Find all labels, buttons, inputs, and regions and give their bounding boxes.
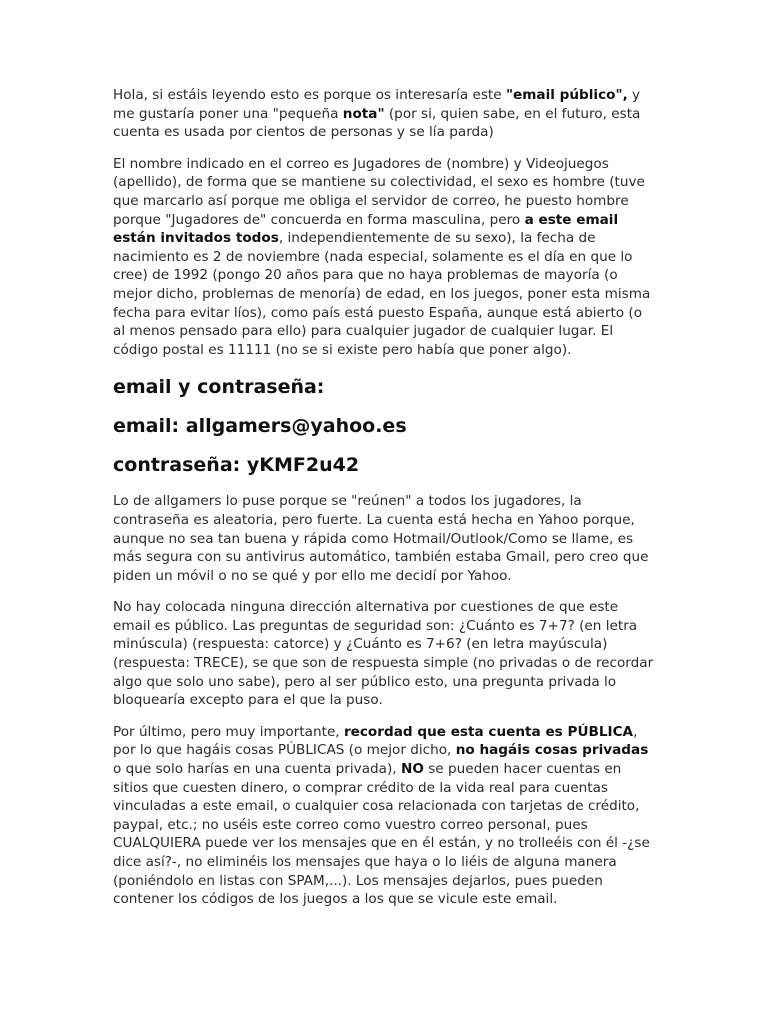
bold-run: recordad que esta cuenta es PÚBLICA	[343, 723, 634, 740]
password-heading: contraseña: yKMF2u42	[113, 454, 360, 477]
account-details-paragraph	[113, 155, 658, 360]
bold-run: a este email están invitados todos	[113, 211, 619, 247]
bold-run: no hagáis cosas privadas	[455, 742, 649, 759]
allgamers-paragraph: Lo de allgamers lo puse porque se "reúnen" a todos los jugadores, la contraseña es aleatoria, pero fuerte. La cuenta está hecha en Yahoo porque, aunque no sea tan buena y rápida como Hotmail/Outlook/Como se llame, es más segura con su antivirus automático, también estaba Gmail, pero creo que piden un móvil o no se qué y por ello me decidí por Yahoo.	[113, 493, 649, 584]
text-run: o que solo harías en una cuenta privada),	[113, 761, 401, 778]
text-run: se pueden hacer cuentas en sitios que cuesten dinero, o comprar crédito de la vida real para cuentas vinculadas a este email, o cualquier cosa relacionada con tarjetas de crédito, paypal, etc.; no uséis este correo como vuestro correo personal, pues CUALQUIERA puede ver los mensajes que en él están, y no trolleéis con él -¿se dice así?-, no eliminéis los mensajes que haya o lo liéis de alguna manera (poniéndolo en listas con SPAM,...). Los mensajes dejarlos, pues pueden contener los códigos de los juegos a los que se vicule este email.	[113, 761, 650, 908]
text-run: (por si, quien sabe, en el futuro, esta cuenta es usada por cientos de personas y se lía parda)	[113, 105, 641, 141]
text-run: , por lo que hagáis cosas PÚBLICAS (o mejor dicho,	[113, 723, 638, 759]
intro-paragraph	[113, 86, 658, 142]
email-heading: email: allgamers@yahoo.es	[113, 415, 407, 438]
rules-paragraph	[113, 723, 658, 909]
credentials-heading: email y contraseña:	[113, 376, 325, 399]
text-run: y me gustaría poner una "pequeña	[113, 87, 641, 122]
text-run: Hola, si estáis leyendo esto es porque os interesaría este	[113, 87, 506, 103]
bold-run: nota"	[342, 105, 385, 122]
bold-run: "email público",	[505, 87, 628, 103]
text-run: El nombre indicado en el correo es Jugadores de (nombre) y Videojuegos (apellido), de forma que se mantiene su colectividad, el sexo es hombre (tuve que marcarlo así porque me obliga el servidor de correo, he puesto hombre porque "Jugadores de" concuerda en forma masculina, pero	[113, 155, 645, 228]
bold-run: NO	[400, 761, 424, 778]
text-run: Por último, pero muy importante,	[113, 723, 344, 740]
security-questions-paragraph: No hay colocada ninguna dirección alternativa por cuestiones de que este email es público. Las preguntas de seguridad son: ¿Cuánto es 7+7? (en letra minúscula) (respuesta: catorce) y ¿Cuánto es 7+6? (en letra mayúscula) (respuesta: TRECE), se que son de respuesta simple (no privadas o de recordar algo que solo uno sabe), pero al ser público esto, una pregunta privada lo bloquearía excepto para el que la puso.	[113, 599, 654, 709]
text-run: , independientemente de su sexo), la fecha de nacimiento es 2 de noviembre (nada especial, solamente es el día en que lo cree) de 1992 (pongo 20 años para que no haya problemas de mayoría (o mejor dicho, problemas de menoría) de edad, en los juegos, poner esta misma fecha para evitar líos), como país está puesto España, aunque está abierto (o al menos pensado para ello) para cualquier jugador de cualquier lugar. El código postal es 11111 (no se si existe pero había que poner algo).	[113, 230, 651, 358]
